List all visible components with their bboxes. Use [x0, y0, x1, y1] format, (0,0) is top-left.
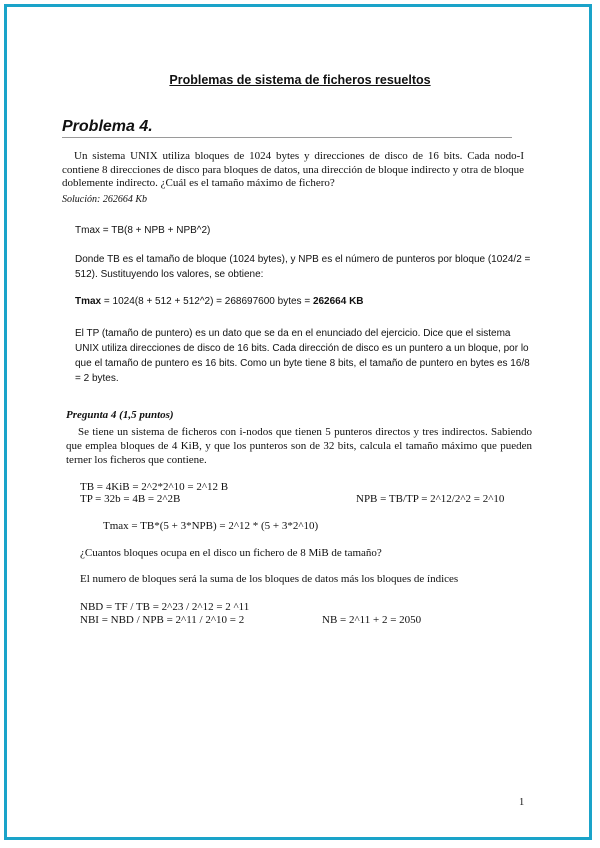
tmax-result-label: Tmax: [75, 296, 102, 307]
heading-divider: [62, 137, 512, 138]
explanation-paragraph-1: [75, 252, 537, 282]
explanation-2-text: El TP (tamaño de puntero) es un dato que se da en el enunciado del ejercicio. Dice que el sistema UNIX utiliza direcciones de disco de 16 bits. Cada dirección de disco es un puntero a un bloque, por lo que el tamaño de puntero es 16 bits. Como un byte tiene 8 bits, el tamaño de puntero en bytes es 16/8 = 2 bytes.: [75, 328, 530, 384]
question-text: [66, 425, 532, 467]
question-title: Pregunta 4 (1,5 puntos): [66, 409, 174, 421]
explanation-1-text: Donde TB es el tamaño de bloque (1024 bytes), y NPB es el número de punteros por bloque (1024/2 = 512). Sustituyendo los valores, se obtiene:: [75, 254, 531, 280]
tmax-formula: Tmax = TB(8 + NPB + NPB^2): [75, 225, 211, 236]
calc-nb: NB = 2^11 + 2 = 2050: [322, 614, 422, 626]
calc-nbi: NBI = NBD / NPB = 2^11 / 2^10 = 2: [80, 614, 245, 626]
explanation-paragraph-2: [75, 326, 537, 386]
tmax-result: [75, 296, 364, 307]
tmax-result-value: 262664 KB: [312, 296, 364, 307]
calc-tp: TP = 32b = 4B = 2^2B: [80, 493, 181, 505]
calc-blocks-question: ¿Cuantos bloques ocupa en el disco un fichero de 8 MiB de tamaño?: [80, 547, 382, 559]
page-number: 1: [519, 797, 525, 808]
calc-tmax: Tmax = TB*(5 + 3*NPB) = 2^12 * (5 + 3*2^10): [103, 520, 319, 532]
document-title: Problemas de sistema de ficheros resueltos: [169, 73, 431, 87]
problem-statement: [62, 150, 524, 191]
calc-npb: NPB = TB/TP = 2^12/2^2 = 2^10: [356, 493, 505, 505]
calc-tb: TB = 4KiB = 2^2*2^10 = 2^12 B: [80, 481, 229, 493]
tmax-result-expression: = 1024(8 + 512 + 512^2) = 268697600 bytes =: [101, 296, 313, 307]
question-text-body: Se tiene un sistema de ficheros con i-nodos que tienen 5 punteros directos y tres indirectos. Sabiendo que emplea bloques de 4 KiB, y que los punteros son de 32 bits, calcula el tamaño máximo que pueden terner los ficheros que contiene.: [66, 426, 532, 466]
calc-blocks-sum: El numero de bloques será la suma de los bloques de datos más los bloques de índices: [80, 573, 459, 585]
solution-line: Solución: 262664 Kb: [62, 194, 147, 205]
calc-nbd: NBD = TF / TB = 2^23 / 2^12 = 2 ^11: [80, 601, 250, 613]
problem-statement-text: Un sistema UNIX utiliza bloques de 1024 bytes y direcciones de disco de 16 bits. Cada nodo-I contiene 8 direcciones de disco para bloques de datos, una dirección de bloque indirecto y otra de bloque doblemente indirecto. ¿Cuál es el tamaño máximo de fichero?: [62, 150, 524, 189]
problem-heading: Problema 4.: [62, 118, 153, 135]
